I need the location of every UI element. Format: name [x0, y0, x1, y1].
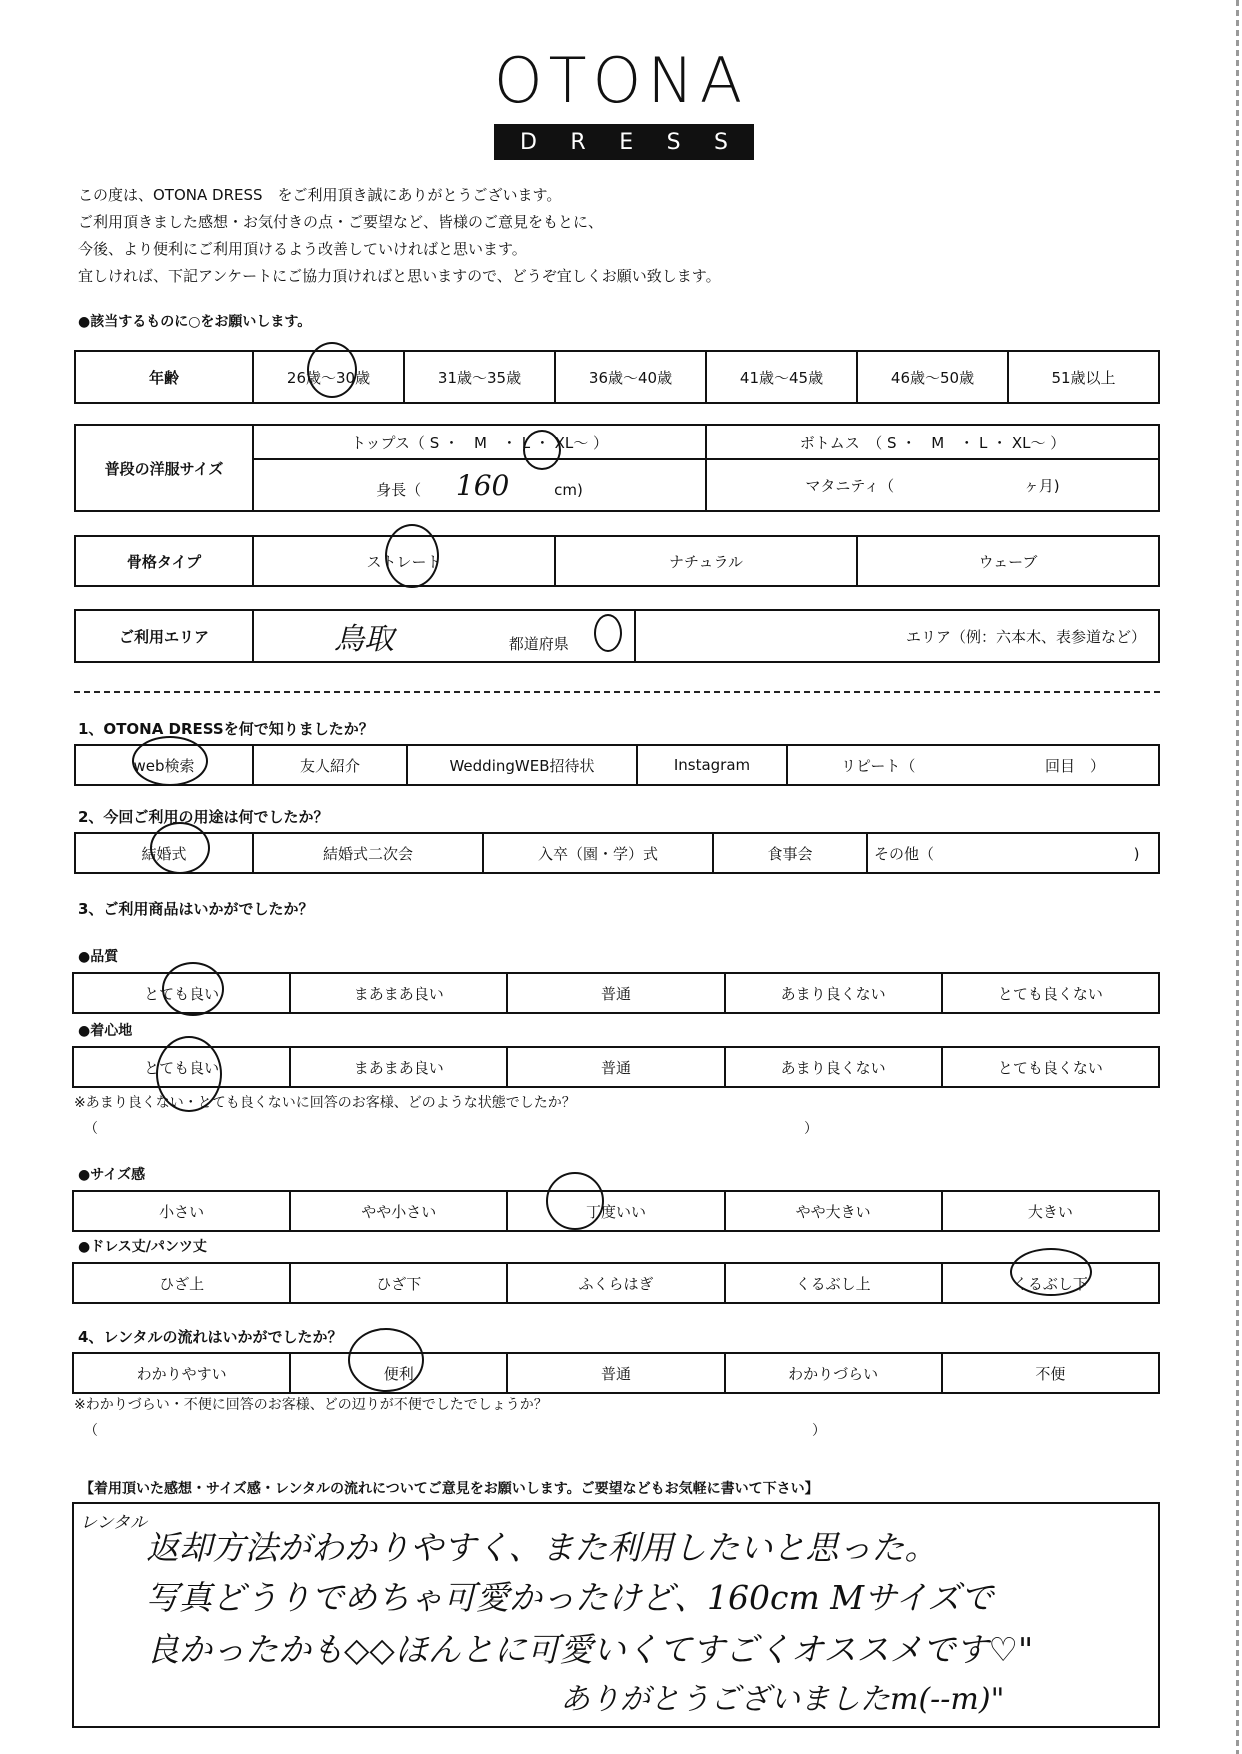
length-option[interactable]: くるぶし下 [942, 1263, 1159, 1303]
quality-option[interactable]: あまり良くない [725, 973, 942, 1013]
comment-line: 写真どうりでめちゃ可愛かったけど、160cm Mサイズで [146, 1578, 994, 1617]
body-type-table [74, 535, 1160, 587]
comfort-note: ※あまり良くない・とても良くないに回答のお客様、どのような状態でしたか？ [74, 1095, 576, 1111]
comfort-paren-open: （ [84, 1121, 98, 1137]
area-label: ご利用エリア [75, 610, 253, 662]
instruction: ●該当するものに○をお願いします。 [78, 314, 312, 330]
quality-option[interactable]: 普通 [507, 973, 724, 1013]
scan-edge [1236, 0, 1239, 1754]
logo-subtitle-bar [494, 124, 754, 160]
q4-table [72, 1352, 1160, 1394]
intro-line: この度は、OTONA DRESS をご利用頂き誠にありがとうございます。 [78, 186, 562, 204]
fit-option[interactable]: やや小さい [290, 1191, 507, 1231]
size-table [74, 424, 1160, 512]
comfort-option[interactable]: あまり良くない [725, 1047, 942, 1087]
intro-line: ご利用頂きました感想・お気付きの点・ご要望など、皆様のご意見をもとに、 [78, 213, 604, 231]
q4-option[interactable]: 不便 [942, 1353, 1159, 1393]
q2-other-field[interactable] [867, 833, 1159, 873]
q2-table [74, 832, 1160, 874]
comfort-option[interactable]: まあまあ良い [290, 1047, 507, 1087]
selection-circle [162, 962, 224, 1016]
quality-table [72, 972, 1160, 1014]
q4-paren-open: （ [84, 1423, 98, 1439]
age-option[interactable]: 46歳〜50歳 [857, 351, 1008, 403]
divider [74, 691, 1160, 693]
q1-option[interactable]: WeddingWEB招待状 [407, 745, 637, 785]
q4-option[interactable]: 便利 [290, 1353, 507, 1393]
q1-repeat-field[interactable] [787, 745, 1159, 785]
length-option[interactable]: くるぶし上 [725, 1263, 942, 1303]
q4-note: ※わかりづらい・不便に回答のお客様、どの辺りが不便でしたでしょうか？ [74, 1397, 548, 1413]
q4-title: 4、レンタルの流れはいかがでしたか？ [78, 1328, 343, 1346]
q1-option[interactable]: web検索 [75, 745, 253, 785]
selection-circle [385, 524, 439, 588]
logo-letter: S [666, 129, 681, 155]
intro-line: 今後、より便利にご利用頂けるよう改善していければと思います。 [78, 240, 527, 258]
q3-title: 3、ご利用商品はいかがでしたか？ [78, 900, 314, 918]
body-type-option[interactable]: ストレート [253, 536, 555, 586]
q2-other-suffix: ) [1133, 844, 1140, 863]
comfort-option[interactable]: とても良くない [942, 1047, 1159, 1087]
logo-letter: S [714, 129, 728, 155]
selection-circle [307, 342, 357, 398]
body-type-option[interactable]: ウェーブ [857, 536, 1159, 586]
length-option[interactable]: ひざ上 [73, 1263, 290, 1303]
intro-text [78, 182, 721, 290]
q4-paren-close: ） [812, 1423, 826, 1439]
maternity-prefix: マタニティ（ [805, 476, 895, 495]
age-option[interactable]: 36歳〜40歳 [555, 351, 706, 403]
logo-letter: R [570, 129, 586, 155]
q2-other-label: その他（ [874, 844, 935, 863]
selection-circle [150, 822, 210, 874]
q1-title: 1、OTONA DRESSを何で知りましたか？ [78, 720, 374, 738]
height-prefix: 身長（ [376, 480, 422, 499]
prefecture-label: 都道府県 [508, 635, 569, 653]
q4-option[interactable]: わかりやすい [73, 1353, 290, 1393]
comfort-option[interactable]: とても良い [73, 1047, 290, 1087]
q1-option[interactable]: Instagram [637, 745, 787, 785]
fit-option[interactable]: 大きい [942, 1191, 1159, 1231]
length-option[interactable]: ふくらはぎ [507, 1263, 724, 1303]
prefecture-field[interactable] [253, 610, 635, 662]
comfort-paren-close: ） [804, 1121, 818, 1137]
quality-label: ●品質 [78, 949, 119, 965]
q2-option[interactable]: 入卒（園・学）式 [483, 833, 713, 873]
bottoms-size[interactable]: ボトムス （ S ・ M ・ L ・ XL〜 ） [706, 425, 1159, 459]
selection-circle [132, 736, 208, 786]
fit-table [72, 1190, 1160, 1232]
selection-circle [1010, 1248, 1092, 1296]
age-option[interactable]: 26歳〜30歳 [253, 351, 404, 403]
comment-line: 良かったかも◇◇ほんとに可愛いくてすごくオススメです♡" [146, 1630, 1034, 1669]
maternity-field[interactable] [706, 459, 1159, 511]
logo-title: OTONA [493, 44, 749, 117]
tops-size[interactable]: トップス（ S ・ M ・ L ・ XL〜 ） [253, 425, 706, 459]
comments-title: 【着用頂いた感想・サイズ感・レンタルの流れについてご意見をお願いします。ご要望などもお気軽に書いて下さい】 [80, 1481, 819, 1497]
selection-circle [546, 1172, 604, 1230]
intro-line: 宜しければ、下記アンケートにご協力頂ければと思いますので、どうぞ宜しくお願い致します。 [78, 267, 721, 285]
q1-repeat-label: リピート（ [841, 756, 916, 775]
length-table [72, 1262, 1160, 1304]
body-type-label: 骨格タイプ [75, 536, 253, 586]
prefecture-value: 鳥取 [334, 622, 394, 657]
q2-option[interactable]: 結婚式二次会 [253, 833, 483, 873]
quality-option[interactable]: とても良い [73, 973, 290, 1013]
logo-letter: E [619, 129, 634, 155]
q4-option[interactable]: わかりづらい [725, 1353, 942, 1393]
comfort-option[interactable]: 普通 [507, 1047, 724, 1087]
fit-option[interactable]: やや大きい [725, 1191, 942, 1231]
age-option[interactable]: 31歳〜35歳 [404, 351, 555, 403]
age-option[interactable]: 51歳以上 [1008, 351, 1159, 403]
comment-tag: レンタル [80, 1513, 147, 1533]
q1-table [74, 744, 1160, 786]
selection-circle [348, 1328, 424, 1392]
logo-letter: D [520, 129, 537, 155]
age-label: 年齢 [75, 351, 253, 403]
selection-circle [523, 430, 561, 470]
maternity-suffix: ヶ月) [1023, 476, 1060, 495]
height-field[interactable] [253, 459, 706, 511]
q2-title: 2、今回ご利用の用途は何でしたか？ [78, 808, 329, 826]
q1-repeat-suffix: 回目 ） [1044, 756, 1105, 775]
length-option[interactable]: ひざ下 [290, 1263, 507, 1303]
fit-option[interactable]: 丁度いい [507, 1191, 724, 1231]
height-value: 160 [455, 468, 510, 502]
q2-option[interactable]: 結婚式 [75, 833, 253, 873]
q1-option[interactable]: 友人紹介 [253, 745, 407, 785]
height-suffix: cm) [554, 480, 583, 499]
comment-line: ありがとうございましたm(--m)" [560, 1682, 1005, 1717]
body-type-option[interactable]: ナチュラル [555, 536, 857, 586]
q4-option[interactable]: 普通 [507, 1353, 724, 1393]
length-label: ●ドレス丈/パンツ丈 [78, 1239, 207, 1255]
fit-label: ●サイズ感 [78, 1167, 146, 1183]
age-option[interactable]: 41歳〜45歳 [706, 351, 857, 403]
area-field[interactable]: エリア（例：六本木、表参道など） [635, 610, 1159, 662]
quality-option[interactable]: まあまあ良い [290, 973, 507, 1013]
comfort-label: ●着心地 [78, 1023, 133, 1039]
q2-option[interactable]: 食事会 [713, 833, 867, 873]
quality-option[interactable]: とても良くない [942, 973, 1159, 1013]
selection-circle [594, 614, 622, 652]
fit-option[interactable]: 小さい [73, 1191, 290, 1231]
comfort-table [72, 1046, 1160, 1088]
comment-line: 返却方法がわかりやすく、また利用したいと思った。 [146, 1528, 938, 1567]
size-label: 普段の洋服サイズ [75, 425, 253, 511]
age-table [74, 350, 1160, 404]
